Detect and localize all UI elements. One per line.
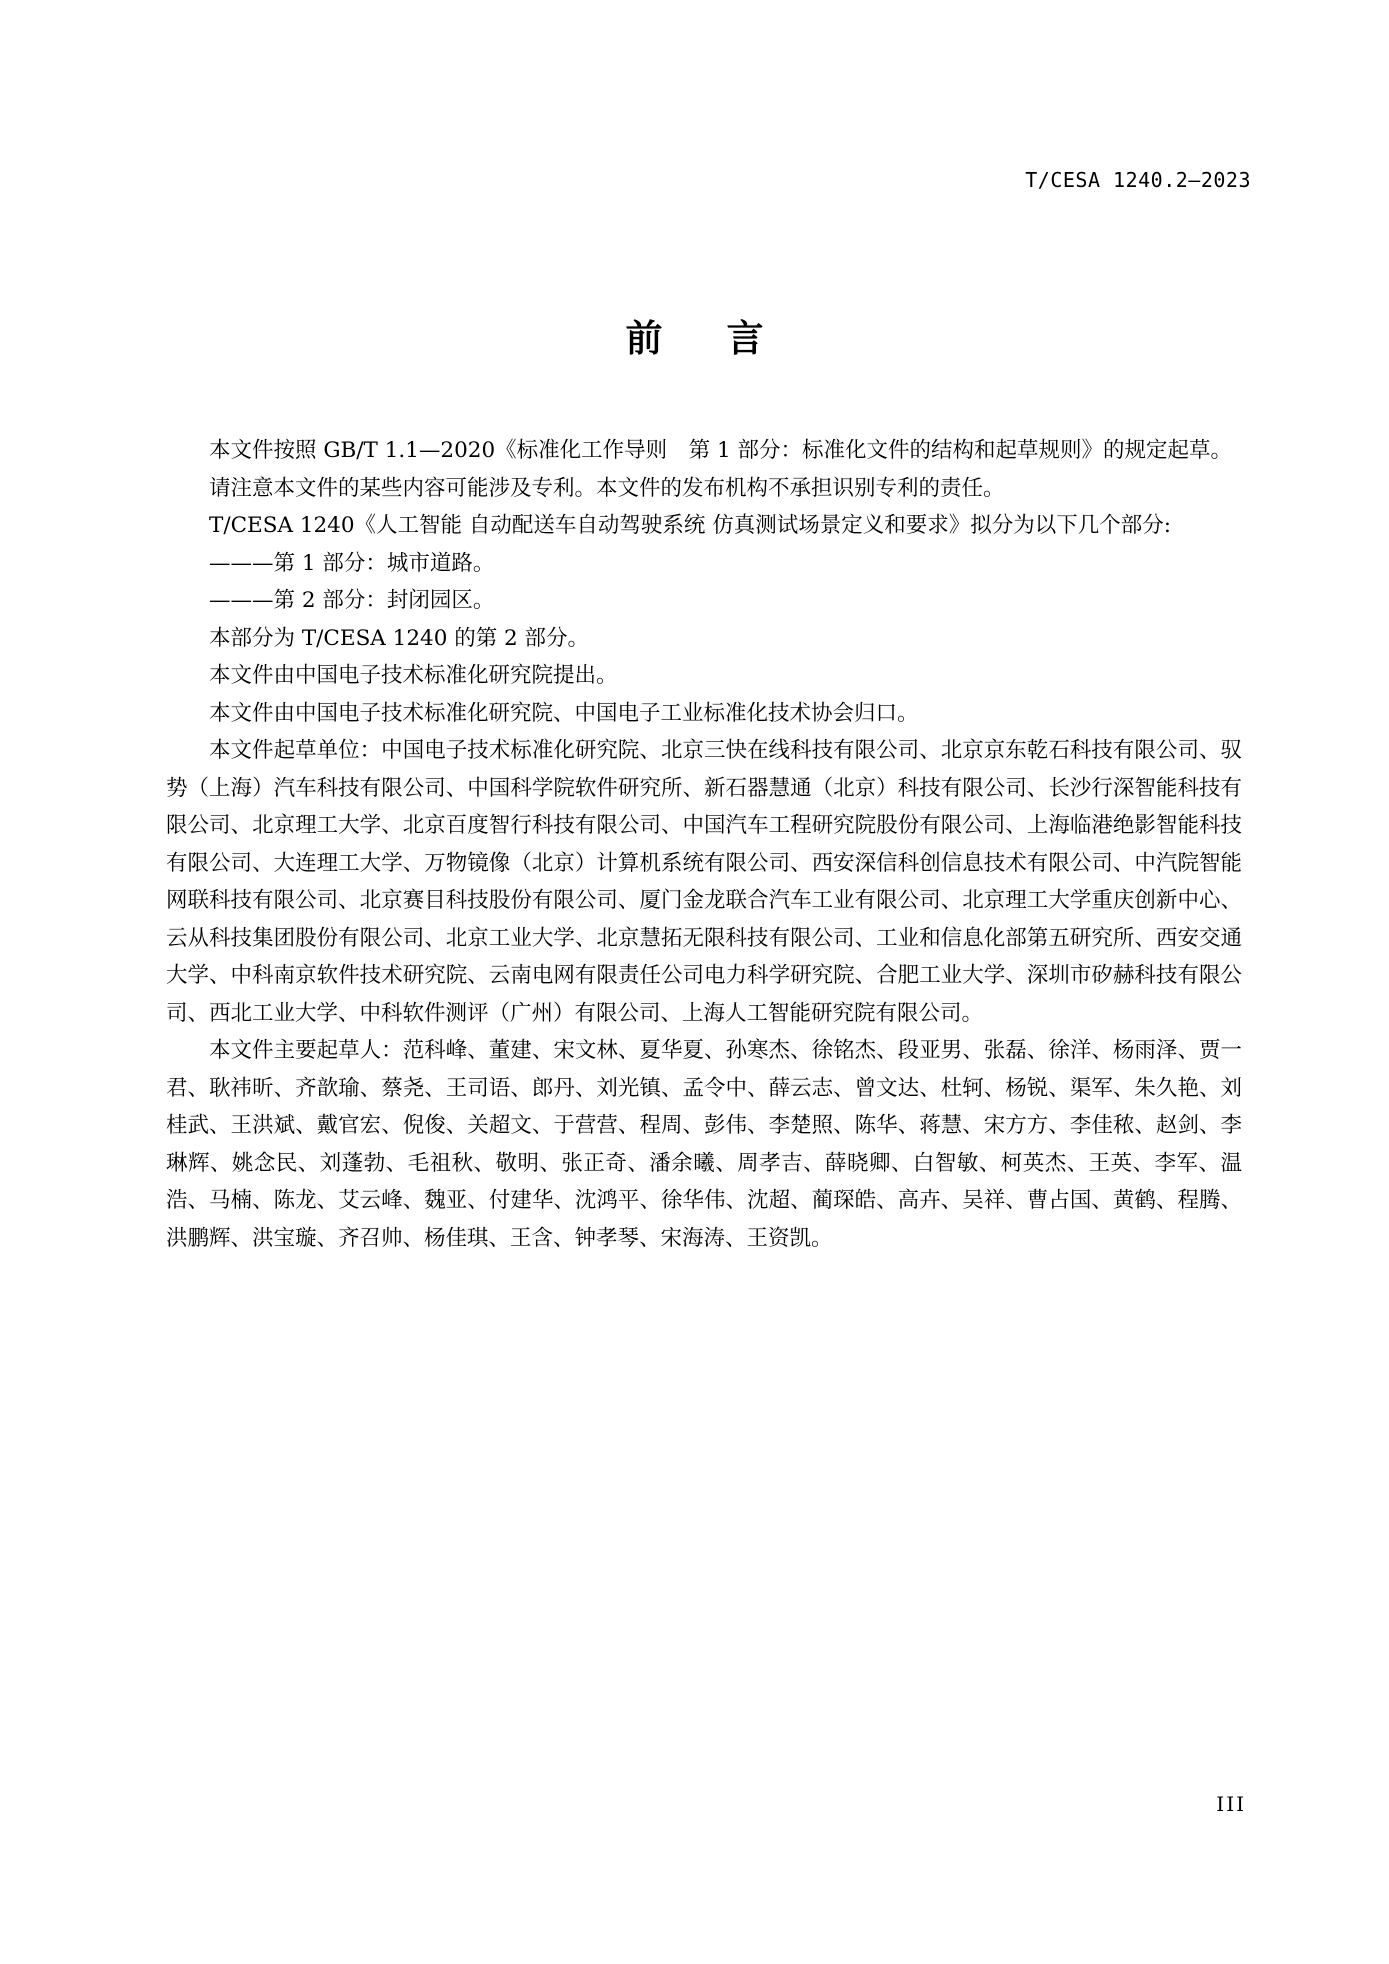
page-number: III <box>1216 1792 1246 1816</box>
paragraph-drafting-rules: 本文件按照 GB/T 1.1—2020《标准化工作导则 第 1 部分：标准化文件的结构和起草规则》的规定起草。 <box>209 438 1232 463</box>
paragraph-series-parts: T/CESA 1240《人工智能 自动配送车自动驾驶系统 仿真测试场景定义和要求》拟分为以下几个部分: <box>209 513 1171 538</box>
paragraph-part-2: ———第 2 部分：封闭园区。 <box>209 588 495 613</box>
paragraph-proposer: 本文件由中国电子技术标准化研究院提出。 <box>209 663 618 688</box>
paragraph-drafting-units: 本文件起草单位：中国电子技术标准化研究院、北京三快在线科技有限公司、北京京东乾石科技有限公司、驭势（上海）汽车科技有限公司、中国科学院软件研究所、新石器慧通（北京）科技有限公司、长沙行深智能科技有限公司、北京理工大学、北京百度智行科技有限公司、中国汽车工程研究院股份有限公司、上海临港绝影智能科技有限公司、大连理工大学、万物镜像（北京）计算机系统有限公司、西安深信科创信息技术有限公司、中汽院智能网联科技有限公司、北京赛目科技股份有限公司、厦门金龙联合汽车工业有限公司、北京理工大学重庆创新中心、云从科技集团股份有限公司、北京工业大学、北京慧拓无限科技有限公司、工业和信息化部第五研究所、西安交通大学、中科南京软件技术研究院、云南电网有限责任公司电力科学研究院、合肥工业大学、深圳市矽赫科技有限公司、西北工业大学、中科软件测评（广州）有限公司、上海人工智能研究院有限公司。 <box>166 738 1242 1026</box>
paragraph-administrator: 本文件由中国电子技术标准化研究院、中国电子工业标准化技术协会归口。 <box>209 700 919 726</box>
paragraph-part-1: ———第 1 部分：城市道路。 <box>209 550 495 576</box>
standard-code: T/CESA 1240.2—2023 <box>1025 168 1251 192</box>
paragraph-drafters: 本文件主要起草人：范科峰、董建、宋文林、夏华夏、孙寒杰、徐铭杰、段亚男、张磊、徐洋、杨雨泽、贾一君、耿祎昕、齐歆瑜、蔡尧、王司语、郎丹、刘光镇、孟令中、薛云志、曾文达、杜轲、杨锐、渠军、朱久艳、刘桂武、王洪斌、戴官宏、倪俊、关超文、于营营、程周、彭伟、李楚照、陈华、蒋慧、宋方方、李佳秾、赵剑、李琳辉、姚念民、刘蓬勃、毛祖秋、敬明、张正奇、潘余曦、周孝吉、薛晓卿、白智敏、柯英杰、王英、李军、温浩、马楠、陈龙、艾云峰、魏亚、付建华、沈鸿平、徐华伟、沈超、蔺琛皓、高卉、吴祥、曹占国、黄鹤、程腾、洪鹏辉、洪宝璇、齐召帅、杨佳琪、王含、钟孝琴、宋海涛、王资凯。 <box>166 1038 1242 1251</box>
foreword-body <box>166 432 1242 1257</box>
paragraph-this-part: 本部分为 T/CESA 1240 的第 2 部分。 <box>209 625 590 651</box>
page-title: 前言 <box>625 317 828 360</box>
paragraph-patent-notice: 请注意本文件的某些内容可能涉及专利。本文件的发布机构不承担识别专利的责任。 <box>209 475 1005 501</box>
